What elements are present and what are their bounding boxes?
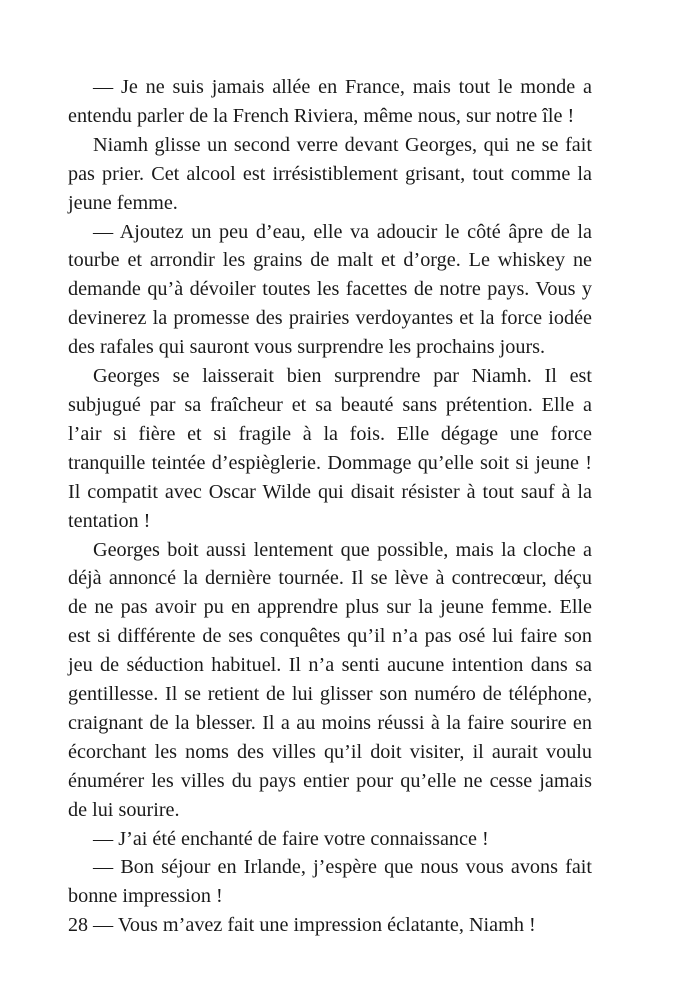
paragraph: Georges boit aussi lentement que possible, mais la cloche a déjà annoncé la dernière tournée. Il se lève à contrecœur, déçu de ne pas avoir pu en apprendre plus sur la jeune femme. Elle est si différente de ses conquêtes qu’il n’a pas osé lui faire son jeu de séduction habituel. Il n’a senti aucune intention dans sa gentillesse. Il se retient de lui glisser son numéro de téléphone, craignant de la blesser. Il a au moins réussi à la faire sourire en écorchant les noms des villes qu’il doit visiter, il aurait voulu énumérer les villes du pays entier pour qu’elle ne cesse jamais de lui sourire. xyxy=(68,538,592,821)
paragraph: — Je ne suis jamais allée en France, mais tout le monde a entendu parler de la French Riviera, même nous, sur notre île ! xyxy=(68,76,592,127)
page-number: 28 xyxy=(68,914,88,936)
paragraph: Niamh glisse un second verre devant Georges, qui ne se fait pas prier. Cet alcool est irrésistiblement grisant, tout comme la jeune femme. xyxy=(68,133,592,214)
body-text xyxy=(68,73,592,940)
paragraph: — Ajoutez un peu d’eau, elle va adoucir le côté âpre de la tourbe et arrondir les grains de malt et d’orge. Le whiskey ne demande qu’à dévoiler toutes les facettes de notre pays. Vous y devinerez la promesse des prairies verdoyantes et la force iodée des rafales qui sauront vous surprendre les prochains jours. xyxy=(68,220,592,359)
paragraph: — Bon séjour en Irlande, j’espère que nous vous avons fait bonne impression ! xyxy=(68,856,592,908)
paragraph: — J’ai été enchanté de faire votre connaissance ! xyxy=(93,827,489,850)
paragraph: Georges se laisserait bien surprendre par Niamh. Il est subjugué par sa fraîcheur et sa beauté sans prétention. Elle a l’air si fière et si fragile à la fois. Elle dégage une force tranquille teintée d’espièglerie. Dommage qu’elle soit si jeune ! Il compatit avec Oscar Wilde qui disait résister à tout sauf à la tentation ! xyxy=(68,365,592,532)
paragraph: — Vous m’avez fait une impression éclatante, Niamh ! xyxy=(93,914,536,937)
